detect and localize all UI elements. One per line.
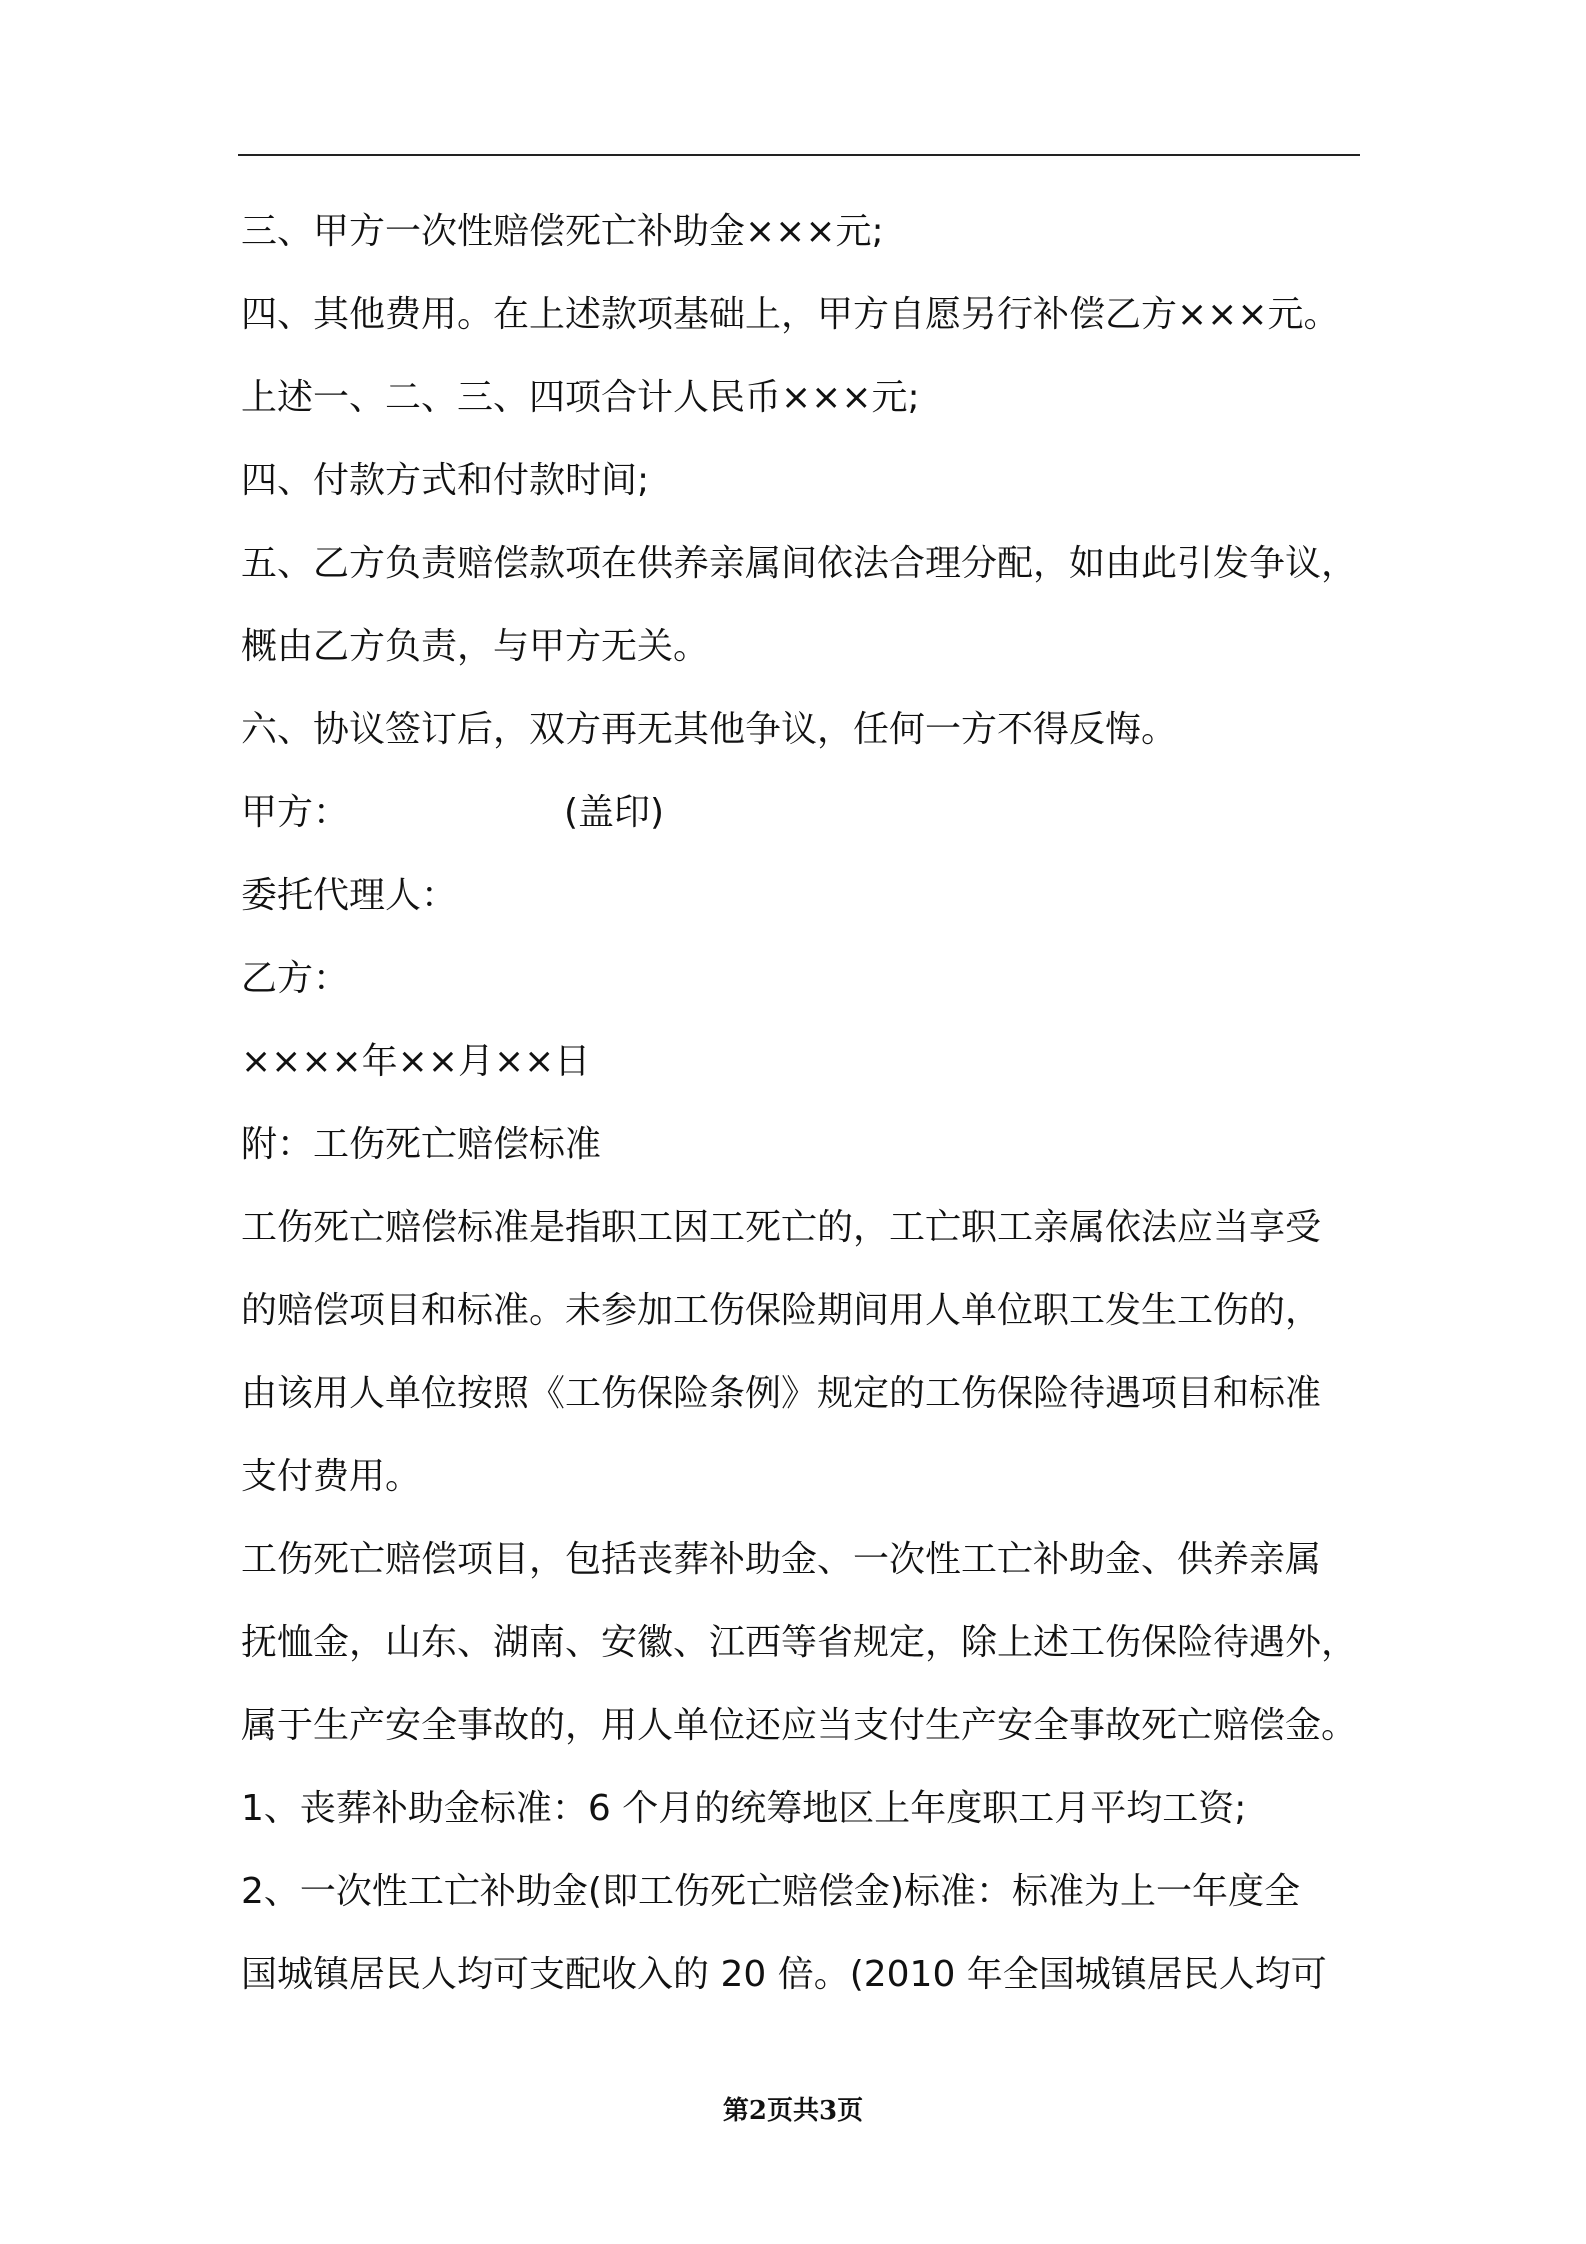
- paragraph-line: 属于生产安全事故的，用人单位还应当支付生产安全事故死亡赔偿金。: [241, 1705, 1358, 1746]
- appendix-title: 附：工伤死亡赔偿标准: [241, 1124, 602, 1165]
- party-b-line: 乙方：: [241, 958, 350, 999]
- paragraph-line: 六、协议签订后，双方再无其他争议，任何一方不得反悔。: [241, 709, 1178, 750]
- document-body: [241, 190, 1377, 2016]
- paragraph-line: 2、一次性工亡补助金(即工伤死亡赔偿金)标准：标准为上一年度全: [241, 1871, 1300, 1912]
- paragraph-line: 工伤死亡赔偿项目，包括丧葬补助金、一次性工亡补助金、供养亲属: [241, 1539, 1322, 1580]
- paragraph-line: 上述一、二、三、四项合计人民币×××元;: [241, 377, 920, 418]
- party-a-line: [241, 771, 1377, 854]
- paragraph-line: 由该用人单位按照《工伤保险条例》规定的工伤保险待遇项目和标准: [241, 1373, 1322, 1414]
- header-rule: [238, 154, 1360, 156]
- paragraph-line: 概由乙方负责，与甲方无关。: [241, 626, 710, 667]
- paragraph-line: 支付费用。: [241, 1456, 422, 1497]
- party-a-label: 甲方：: [241, 792, 350, 833]
- paragraph-line: 四、其他费用。在上述款项基础上，甲方自愿另行补偿乙方×××元。: [241, 294, 1340, 335]
- paragraph-line: 抚恤金，山东、湖南、安徽、江西等省规定，除上述工伤保险待遇外，: [241, 1622, 1358, 1663]
- paragraph-line: 四、付款方式和付款时间;: [241, 460, 650, 501]
- paragraph-line: 三、甲方一次性赔偿死亡补助金×××元;: [241, 211, 884, 252]
- agent-line: 委托代理人：: [241, 875, 458, 916]
- page-number: 第2页共3页: [722, 2096, 864, 2126]
- paragraph-line: 的赔偿项目和标准。未参加工伤保险期间用人单位职工发生工伤的，: [241, 1290, 1322, 1331]
- party-a-seal: (盖印): [564, 792, 665, 833]
- paragraph-line: 国城镇居民人均可支配收入的 20 倍。(2010 年全国城镇居民人均可: [241, 1954, 1327, 1995]
- date-line: ××××年××月××日: [241, 1041, 591, 1082]
- paragraph-line: 五、乙方负责赔偿款项在供养亲属间依法合理分配，如由此引发争议，: [241, 543, 1358, 584]
- paragraph-line: 工伤死亡赔偿标准是指职工因工死亡的，工亡职工亲属依法应当享受: [241, 1207, 1322, 1248]
- paragraph-line: 1、丧葬补助金标准：6 个月的统筹地区上年度职工月平均工资;: [241, 1788, 1247, 1829]
